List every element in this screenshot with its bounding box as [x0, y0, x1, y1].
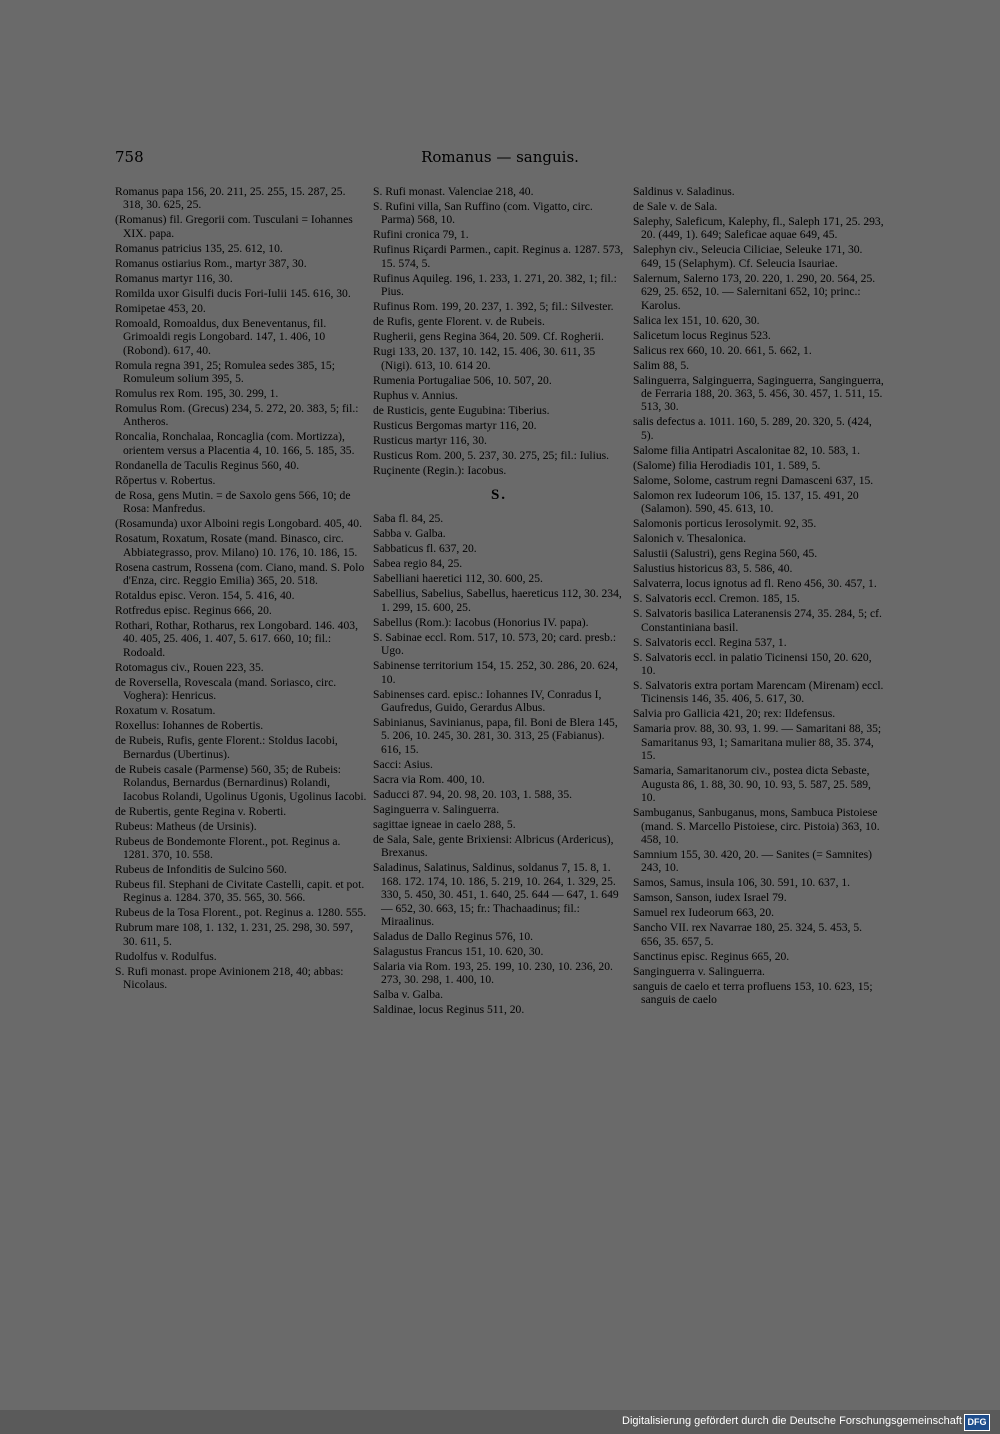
index-entry: Romula regna 391, 25; Romulea sedes 385, 15; Romuleum solium 395, 5. [115, 358, 335, 386]
index-entry: Rosena castrum, Rossena (com. Ciano, mand. S. Polo d'Enza, circ. Reggio Emilia) 365, 20. 518. [115, 560, 365, 588]
index-entry: Samuel rex Iudeorum 663, 20. [633, 906, 775, 920]
index-entry: Sanctinus episc. Reginus 665, 20. [633, 949, 790, 963]
index-entry: Rubeus fil. Stephani de Civitate Castelli, capit. et pot. Reginus a. 1284. 370, 35. 565, 30. 566. [115, 877, 365, 905]
index-entry: Sambuganus, Sanbuganus, mons, Sambuca Pistoiese (mand. S. Marcello Pistoiese, circ. Pistoia) 363, 10. 458, 10. [633, 806, 880, 846]
index-entry: Saginguerra v. Salinguerra. [373, 802, 500, 816]
index-entry: Sabinianus, Savinianus, papa, fil. Boni de Blera 145, 5. 206, 10. 245, 30. 281, 30. 313, 25 (Fabianus). 616, 15. [373, 716, 618, 756]
index-entry: Rusticus martyr 116, 30. [373, 433, 487, 447]
index-entry: Saldinae, locus Reginus 511, 20. [373, 1003, 525, 1017]
index-entry: Salustii (Salustri), gens Regina 560, 45. [633, 547, 818, 561]
dfg-logo: DFG [964, 1414, 990, 1431]
index-entry: (Romanus) fil. Gregorii com. Tusculani = Iohannes XIX. papa. [115, 213, 353, 240]
index-entry: Rusticus Rom. 200, 5. 237, 30. 275, 25; fil.: Iulius. [373, 448, 610, 462]
index-entry: Sabinenses card. episc.: Iohannes IV, Conradus I, Gaufredus, Guido, Gerardus Albus. [373, 687, 602, 715]
index-entry: S. Salvatoris basilica Lateranensis 274, 35. 284, 5; cf. Constantiniana basil. [633, 607, 882, 634]
index-entry: Salome filia Antipatri Ascalonitae 82, 10. 583, 1. [633, 443, 861, 457]
index-entry: Rufini cronica 79, 1. [373, 228, 469, 242]
index-entry: Sabbaticus fl. 637, 20. [373, 542, 477, 556]
index-entry: Sabellius, Sabelius, Sabellus, haereticus 112, 30. 234, 1. 299, 15. 600, 25. [373, 587, 622, 614]
index-entry: Samos, Samus, insula 106, 30. 591, 10. 637, 1. [633, 876, 851, 890]
page-number: 758 [115, 148, 144, 166]
index-entry: Romipetae 453, 20. [115, 301, 206, 315]
index-entry: Romulus rex Rom. 195, 30. 299, 1. [115, 387, 279, 401]
index-column-1 [115, 185, 367, 993]
index-entry: Salinguerra, Salginguerra, Saginguerra, Sanginguerra, de Ferraria 188, 20. 363, 5. 456, 30. 457, 1. 511, 15. 513, 30. [633, 373, 884, 414]
index-entry: Rŏpertus v. Robertus. [115, 473, 216, 487]
index-entry: Saladinus, Salatinus, Saldinus, soldanus 7, 15. 8, 1. 168. 172. 174, 10. 186, 5. 219, 10. 264, 1. 329, 25. 330, 5. 450, 30. 451, 1. 640, 25. 644 — 647, 1. 649 — 652, 30. 663, 15; fr.: Thachaadinus; fil.: Miraalinus. [373, 861, 619, 928]
index-entry: Romilda uxor Gisulfi ducis Fori-Iulii 145. 616, 30. [115, 286, 351, 300]
index-entry: Sabea regio 84, 25. [373, 557, 463, 571]
index-entry: Salica lex 151, 10. 620, 30. [633, 313, 760, 327]
index-entry: Romulus Rom. (Grecus) 234, 5. 272, 20. 383, 5; fil.: Antheros. [115, 402, 359, 429]
running-head: Romanus — sanguis. [421, 148, 579, 166]
index-entry: Samaria, Samaritanorum civ., postea dicta Sebaste, Augusta 86, 1. 88, 30. 90, 10. 93, 5. 587, 25. 589, 10. [633, 764, 871, 805]
index-entry: sagittae igneae in caelo 288, 5. [373, 817, 516, 831]
index-entry: Salephy, Saleficum, Kalephy, fl., Saleph 171, 25. 293, 20. (449, 1). 649; Saleficae aquae 649, 45. [633, 215, 884, 242]
index-entry: Sacra via Rom. 400, 10. [373, 772, 485, 786]
footer-bar [0, 1410, 1000, 1434]
index-column-3 [633, 185, 885, 1008]
index-entry: Samson, Sanson, iudex Israel 79. [633, 891, 787, 905]
index-entry: de Roversella, Rovescala (mand. Soriasco, circ. Voghera): Henricus. [115, 675, 337, 703]
index-entry: Sabelliani haeretici 112, 30. 600, 25. [373, 572, 543, 586]
index-entry: Salernum, Salerno 173, 20. 220, 1. 290, 20. 564, 25. 629, 25. 652, 10. — Salernitani 652, 10; princ.: Karolus. [633, 271, 876, 312]
index-entry: S. Rufini villa, San Ruffino (com. Vigatto, circ. Parma) 568, 10. [373, 200, 593, 227]
index-entry: de Sala, Sale, gente Brixiensi: Albricus (Ardericus), Brexanus. [373, 832, 614, 860]
index-entry: Romanus patricius 135, 25. 612, 10. [115, 241, 283, 255]
index-entry: Saba fl. 84, 25. [373, 512, 444, 526]
index-entry: Rubrum mare 108, 1. 132, 1. 231, 25. 298, 30. 597, 30. 611, 5. [115, 921, 353, 948]
index-entry: S. Rufi monast. prope Avinionem 218, 40; abbas: Nicolaus. [115, 964, 344, 992]
index-entry: Roxellus: Iohannes de Robertis. [115, 719, 264, 733]
index-entry: Rugherii, gens Regina 364, 20. 509. Cf. Rogherii. [373, 330, 604, 344]
index-entry: de Rubeis casale (Parmense) 560, 35; de Rubeis: Rolandus, Bernardus (Bernardinus) Rolandi, Iacobus Rolandi, Ugolinus Ugonis, Ugolinus Iacobi. [115, 762, 367, 803]
index-entry: Salome, Solome, castrum regni Damasceni 637, 15. [633, 473, 874, 487]
section-letter-heading: S. [490, 487, 508, 504]
index-entry: Rotfredus episc. Reginus 666, 20. [115, 604, 272, 618]
page-header [0, 148, 1000, 172]
index-entry: Samnium 155, 30. 420, 20. — Sanites (= Samnites) 243, 10. [633, 847, 873, 875]
index-entry: Salagustus Francus 151, 10. 620, 30. [373, 944, 544, 958]
index-entry: Rondanella de Taculis Reginus 560, 40. [115, 458, 300, 472]
index-entry: Rosatum, Roxatum, Rosate (mand. Binasco, circ. Abbiategrasso, prov. Milano) 10. 176, 10. 186, 15. [115, 532, 358, 559]
index-entry: S. Salvatoris eccl. in palatio Ticinensi 150, 20. 620, 10. [633, 650, 872, 678]
index-entry: Rufinus Aquileg. 196, 1. 233, 1. 271, 20. 382, 1; fil.: Pius. [373, 271, 617, 299]
index-entry: Sabellus (Rom.): Iacobus (Honorius IV. papa). [373, 615, 589, 629]
index-entry: sanguis de caelo et terra profluens 153, 10. 623, 15; sanguis de caelo [633, 979, 873, 1007]
index-entry: Roncalia, Ronchalaa, Roncaglia (com. Mortizza), orientem versus a Placentia 4, 10. 166, 5. 185, 35. [115, 430, 355, 457]
index-entry: Rudolfus v. Rodulfus. [115, 949, 217, 963]
index-entry: Rothari, Rothar, Rotharus, rex Longobard. 146. 403, 40. 405, 25. 406, 1. 407, 5. 617. 660, 10; fil.: Rodoald. [115, 619, 358, 659]
index-entry: de Rubertis, gente Regina v. Roberti. [115, 804, 287, 818]
index-entry: de Rufis, gente Florent. v. de Rubeis. [373, 315, 545, 329]
index-entry: Romanus ostiarius Rom., martyr 387, 30. [115, 256, 307, 270]
index-entry: S. Sabinae eccl. Rom. 517, 10. 573, 20; card. presb.: Ugo. [373, 630, 617, 658]
index-entry: Rotomagus civ., Rouen 223, 35. [115, 660, 264, 674]
index-entry: de Rubeis, Rufis, gente Florent.: Stoldus Iacobi, Bernardus (Ubertinus). [115, 734, 338, 761]
funding-notice: Digitalisierung gefördert durch die Deutsche Forschungsgemeinschaft [622, 1415, 962, 1427]
index-entry: de Rosa, gens Mutin. = de Saxolo gens 566, 10; de Rosa: Manfredus. [115, 488, 351, 516]
index-entry: Sabba v. Galba. [373, 527, 446, 541]
index-entry: de Sale v. de Sala. [633, 200, 718, 213]
index-entry: Salephyn civ., Seleucia Ciliciae, Seleuke 171, 30. 649, 15 (Selaphym). Cf. Seleucia Isauriae. [633, 243, 863, 270]
index-entry: Salomonis porticus Ierosolymit. 92, 35. [633, 517, 817, 531]
index-entry: salis defectus a. 1011. 160, 5. 289, 20. 320, 5. (424, 5). [633, 415, 872, 442]
index-entry: Salomon rex Iudeorum 106, 15. 137, 15. 491, 20 (Salamon). 590, 45. 613, 10. [633, 488, 859, 516]
index-entry: Rotaldus episc. Veron. 154, 5. 416, 40. [115, 589, 295, 603]
index-entry: S. Salvatoris eccl. Regina 537, 1. [633, 635, 787, 649]
index-entry: Salustius historicus 83, 5. 586, 40. [633, 562, 793, 576]
index-entry: Sabinense territorium 154, 15. 252, 30. 286, 20. 624, 10. [373, 659, 619, 686]
index-entry: S. Rufi monast. Valenciae 218, 40. [373, 185, 534, 198]
index-entry: Roxatum v. Rosatum. [115, 704, 216, 718]
index-entry: Salvaterra, locus ignotus ad fl. Reno 456, 30. 457, 1. [633, 577, 877, 591]
index-entry: Rufinus Riçardi Parmen., capit. Reginus a. 1287. 573, 15. 574, 5. [373, 243, 624, 270]
index-entry: S. Salvatoris eccl. Cremon. 185, 15. [633, 592, 800, 606]
index-entry: S. Salvatoris extra portam Marencam (Mirenam) eccl. Ticinensis 146, 35. 406, 5. 617, 30. [633, 679, 884, 706]
index-entry: Saladus de Dallo Reginus 576, 10. [373, 929, 534, 943]
index-entry: Salaria via Rom. 193, 25. 199, 10. 230, 10. 236, 20. 273, 30. 298, 1. 400, 10. [373, 959, 613, 987]
index-entry: Sacci: Asius. [373, 757, 433, 771]
index-entry: Rusticus Bergomas martyr 116, 20. [373, 418, 537, 432]
index-entry: Rumenia Portugaliae 506, 10. 507, 20. [373, 373, 552, 387]
index-entry: Ruphus v. Annius. [373, 388, 458, 402]
index-entry: (Salome) filia Herodiadis 101, 1. 589, 5. [633, 458, 821, 472]
index-entry: Romanus martyr 116, 30. [115, 271, 233, 285]
index-entry: Salvia pro Gallicia 421, 20; rex: Ildefensus. [633, 707, 836, 721]
index-entry: Rugi 133, 20. 137, 10. 142, 15. 406, 30. 611, 35 (Nigi). 613, 10. 614 20. [373, 345, 596, 372]
index-entry: Salonich v. Thesalonica. [633, 532, 747, 546]
index-column-2 [373, 185, 625, 1018]
index-entry: Saducci 87. 94, 20. 98, 20. 103, 1. 588, 35. [373, 787, 573, 801]
index-entry: Saldinus v. Saladinus. [633, 185, 735, 198]
index-entry: Salba v. Galba. [373, 988, 444, 1002]
index-entry: Salicus rex 660, 10. 20. 661, 5. 662, 1. [633, 343, 812, 357]
index-entry: Salim 88, 5. [633, 358, 690, 372]
index-entry: Rubeus de Infonditis de Sulcino 560. [115, 862, 287, 876]
index-entry: Rubeus: Matheus (de Ursinis). [115, 819, 257, 833]
index-entry: Samaria prov. 88, 30. 93, 1. 99. — Samaritani 88, 35; Samaritanus 93, 1; Samaritana mulier 88, 35. 374, 15. [633, 722, 882, 763]
index-entry: de Rusticis, gente Eugubina: Tiberius. [373, 403, 550, 417]
index-entry: Rubeus de Bondemonte Florent., pot. Reginus a. 1281. 370, 10. 558. [115, 834, 341, 861]
index-entry: Rufinus Rom. 199, 20. 237, 1. 392, 5; fil.: Silvester. [373, 300, 614, 314]
index-entry: Romanus papa 156, 20. 211, 25. 255, 15. 287, 25. 318, 30. 625, 25. [115, 185, 346, 212]
index-entry: Sancho VII. rex Navarrae 180, 25. 324, 5. 453, 5. 656, 35. 657, 5. [633, 921, 863, 948]
index-entry: (Rosamunda) uxor Alboini regis Longobard. 405, 40. [115, 517, 362, 531]
index-entry: Sanginguerra v. Salinguerra. [633, 964, 765, 978]
index-entry: Ruçinente (Regin.): Iacobus. [373, 463, 507, 477]
index-entry: Rubeus de la Tosa Florent., pot. Reginus a. 1280. 555. [115, 906, 367, 920]
index-entry: Salicetum locus Reginus 523. [633, 328, 771, 342]
index-entry: Romoald, Romoaldus, dux Beneventanus, fil. Grimoaldi regis Longobard. 147, 1. 406, 10 (Robond). 617, 40. [115, 316, 327, 357]
